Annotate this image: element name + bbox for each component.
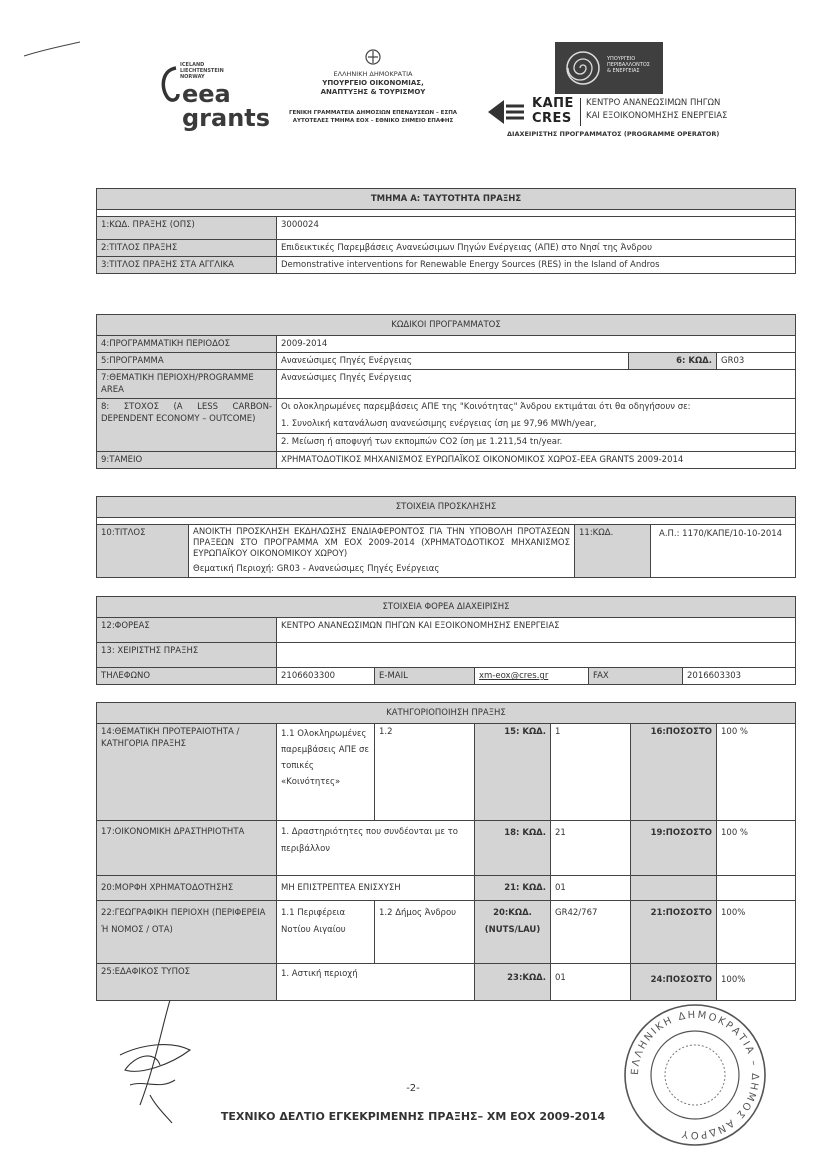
value-priority-pct: 100 % xyxy=(721,727,749,737)
value-period: 2009-2014 xyxy=(281,339,328,349)
kape-wind-icon xyxy=(484,96,526,128)
classification-section xyxy=(96,702,796,1001)
municipality-stamp xyxy=(610,990,780,1160)
label-territorial-code: 23:ΚΩΔ. xyxy=(475,964,551,1000)
value-call-title-cell xyxy=(189,525,575,577)
label-territorial-pct: 24:ΠΟΣΟΣΤΟ xyxy=(631,964,717,1000)
label-priority-pct: 16:ΠΟΣΟΣΤΟ xyxy=(631,724,717,820)
row-geography xyxy=(97,900,795,963)
value-email-cell xyxy=(475,668,589,684)
row-call xyxy=(97,525,795,577)
value-programme-code: GR03 xyxy=(721,356,745,366)
value-call-title: ΑΝΟΙΚΤΗ ΠΡΟΣΚΛΗΣΗ ΕΚΔΗΛΩΣΗΣ ΕΝΔΙΑΦΕΡΟΝΤΟΣ ΓΙΑ ΤΗΝ ΥΠΟΒΟΛΗ ΠΡΟΤΑΣΕΩΝ ΠΡΑΞΕΩΝ ΣΤΟ ΠΡΟΓΡΑΜΜΑ ΧΜ ΕΟΧ 2009-2014 (ΧΡΗΜΑΤΟΔΟΤΙΚΟΣ ΜΗΧΑΝΙΣΜΟΣ ΕΥΡΩΠΑΪΚΟΥ ΟΙΚΟΝΟΜΙΚΟΥ ΧΩΡΟΥ) xyxy=(193,527,570,559)
ministry-subline: ΑΥΤΟΤΕΛΕΣ ΤΜΗΜΑ ΕΟΧ – ΕΘΝΙΚΟ ΣΗΜΕΙΟ ΕΠΑΦΗΣ xyxy=(292,118,454,124)
goal-line: 1. Συνολική κατανάλωση ανανεώσιμης ενέργειας ίση με 97,96 MWh/year, xyxy=(281,419,597,429)
managing-body-title: ΣΤΟΙΧΕΙΑ ΦΟΡΕΑ ΔΙΑΧΕΙΡΙΣΗΣ xyxy=(97,597,795,618)
label-economic-pct: 19:ΠΟΣΟΣΤΟ xyxy=(631,821,717,875)
value-economic: 1. Δραστηριότητες που συνδέονται με το περιβάλλον xyxy=(277,821,475,875)
label-body: 12:ΦΟΡΕΑΣ xyxy=(97,618,277,642)
value-goal xyxy=(277,399,795,451)
eea-country: NORWAY xyxy=(180,74,205,80)
eea-countries xyxy=(180,62,224,80)
value-project-title: Επιδεικτικές Παρεμβάσεις Ανανεώσιμων Πηγών Ενέργειας (ΑΠΕ) στο Νησί της Άνδρου xyxy=(281,243,653,253)
row-fund xyxy=(97,451,795,468)
empty-financing-pct xyxy=(717,876,795,900)
ministry-subline: ΓΕΝΙΚΗ ΓΡΑΜΜΑΤΕΙΑ ΔΗΜΟΣΙΩΝ ΕΠΕΝΔΥΣΕΩΝ – ΕΣΠΑ xyxy=(288,110,458,116)
eea-swirl-icon xyxy=(158,64,180,104)
value-area: Ανανεώσιμες Πηγές Ενέργειας xyxy=(281,373,412,383)
value-priority-code: 1 xyxy=(551,724,631,820)
row-project-title xyxy=(97,239,795,256)
value-fund: ΧΡΗΜΑΤΟΔΟΤΙΚΟΣ ΜΗΧΑΝΙΣΜΟΣ ΕΥΡΩΠΑΪΚΟΣ ΟΙΚΟΝΟΜΙΚΟΣ ΧΩΡΟΣ-ΕΕΑ GRANTS 2009-2014 xyxy=(281,455,684,465)
programme-operator-label: ΔΙΑΧΕΙΡΙΣΤΗΣ ΠΡΟΓΡΑΜΜΑΤΟΣ (PROGRAMME OPERATOR) xyxy=(507,130,720,138)
value-handler xyxy=(277,643,795,667)
cres-text: CRES xyxy=(532,111,572,126)
value-fax: 2016603303 xyxy=(687,671,742,681)
spiral-emblem-icon xyxy=(563,48,603,88)
label-fund: 9:ΤΑΜΕΙΟ xyxy=(97,452,277,468)
managing-body-section xyxy=(96,596,796,685)
stamp-text: ΕΛΛΗΝΙΚΗ ΔΗΜΟΚΡΑΤΙΑ – ΔΗΜΟΣ ΑΝΔΡΟΥ xyxy=(629,1009,761,1141)
label-financing: 20:ΜΟΡΦΗ ΧΡΗΜΑΤΟΔΟΤΗΣΗΣ xyxy=(97,876,277,900)
value-territorial-pct: 100% xyxy=(721,975,746,985)
spacer xyxy=(97,518,795,525)
row-project-title-en xyxy=(97,256,795,273)
value-territorial-code: 01 xyxy=(551,964,631,1000)
label-goal: 8: ΣΤΟΧΟΣ (A LESS CARBON-DEPENDENT ECONOMY – OUTCOME) xyxy=(97,399,277,451)
programme-codes-section xyxy=(96,314,796,469)
ministry-line: ΑΝΑΠΤΥΞΗΣ & ΤΟΥΡΙΣΜΟΥ xyxy=(320,88,426,96)
empty-financing-pct-label xyxy=(631,876,717,900)
goal-line: Οι ολοκληρωμένες παρεμβάσεις ΑΠΕ της "Κοινότητας" Άνδρου εκτιμάται ότι θα οδηγήσουν σε: xyxy=(281,402,691,412)
label-geography: 22:ΓΕΩΓΡΑΦΙΚΗ ΠΕΡΙΟΧΗ (ΠΕΡΙΦΕΡΕΙΑ Ή ΝΟΜΟΣ / ΟΤΑ) xyxy=(97,901,277,963)
label-priority: 14:ΘΕΜΑΤΙΚΗ ΠΡΟΤΕΡΑΙΟΤΗΤΑ / ΚΑΤΗΓΟΡΙΑ ΠΡΑΞΗΣ xyxy=(97,724,277,820)
label-economic: 17:ΟΙΚΟΝΟΜΙΚΗ ΔΡΑΣΤΗΡΙΟΤΗΤΑ xyxy=(97,821,277,875)
greek-emblem-icon xyxy=(365,48,381,66)
label-area: 7:ΘΕΜΑΤΙΚΗ ΠΕΡΙΟΧΗ/PROGRAMME AREA xyxy=(97,370,277,398)
row-contact xyxy=(97,667,795,684)
value-email: xm-eox@cres.gr xyxy=(479,671,549,681)
env-line: ΥΠΟΥΡΓΕΙΟ xyxy=(607,56,636,62)
row-period xyxy=(97,336,795,352)
label-territorial: 25:ΕΔΑΦΙΚΟΣ ΤΥΠΟΣ xyxy=(97,964,277,1000)
value-economic-code: 21 xyxy=(551,821,631,875)
programme-codes-title: ΚΩΔΙΚΟΙ ΠΡΟΓΡΑΜΜΑΤΟΣ xyxy=(97,315,795,336)
row-body xyxy=(97,618,795,642)
environment-ministry-text xyxy=(607,56,650,74)
call-details-section xyxy=(96,496,796,578)
env-line: & ΕΝΕΡΓΕΙΑΣ xyxy=(607,68,640,74)
page-number: -2- xyxy=(406,1083,420,1094)
label-fax: FAX xyxy=(589,668,683,684)
kape-full-name: ΚΑΙ ΕΞΟΙΚΟΝΟΜΗΣΗΣ ΕΝΕΡΓΕΙΑΣ xyxy=(586,111,728,121)
value-priority-b: 1.2 xyxy=(375,724,475,820)
value-call-code: Α.Π.: 1170/ΚΑΠΕ/10-10-2014 xyxy=(659,529,783,539)
label-phone: ΤΗΛΕΦΩΝΟ xyxy=(97,668,277,684)
pen-mark-scribble xyxy=(22,40,82,60)
label-project-title: 2:ΤΙΤΛΟΣ ΠΡΑΞΗΣ xyxy=(97,240,277,256)
value-phone: 2106603300 xyxy=(277,668,375,684)
label-handler: 13: ΧΕΙΡΙΣΤΗΣ ΠΡΑΞΗΣ xyxy=(97,643,277,667)
label-economic-code: 18: ΚΩΔ. xyxy=(475,821,551,875)
label-programme-code: 6: ΚΩΔ. xyxy=(629,353,717,369)
section-a-identity xyxy=(96,188,796,274)
classification-title: ΚΑΤΗΓΟΡΙΟΠΟΙΗΣΗ ΠΡΑΞΗΣ xyxy=(97,703,795,724)
row-area xyxy=(97,369,795,398)
value-body: ΚΕΝΤΡΟ ΑΝΑΝΕΩΣΙΜΩΝ ΠΗΓΩΝ ΚΑΙ ΕΞΟΙΚΟΝΟΜΗΣΗΣ ΕΝΕΡΓΕΙΑΣ xyxy=(281,621,560,631)
label-geography-code: 20:ΚΩΔ. (NUTS/LAU) xyxy=(475,901,551,963)
label-geography-pct: 21:ΠΟΣΟΣΤΟ xyxy=(631,901,717,963)
value-priority-a: 1.1 Ολοκληρωμένες παρεμβάσεις ΑΠΕ σε τοπικές «Κοινότητες» xyxy=(277,724,375,820)
value-geography-code: GR42/767 xyxy=(551,901,631,963)
row-priority xyxy=(97,724,795,820)
value-programme: Ανανεώσιμες Πηγές Ενέργειας xyxy=(277,353,629,369)
eea-country: ICELAND xyxy=(180,62,205,68)
row-financing xyxy=(97,875,795,900)
value-geography-pct: 100% xyxy=(721,908,746,918)
value-financing: ΜΗ ΕΠΙΣΤΡΕΠΤΕΑ ΕΝΙΣΧΥΣΗ xyxy=(277,876,475,900)
row-programme xyxy=(97,352,795,369)
label-financing-code: 21: ΚΩΔ. xyxy=(475,876,551,900)
ministry-line: ΥΠΟΥΡΓΕΙΟ ΟΙΚΟΝΟΜΙΑΣ, xyxy=(322,79,424,87)
kape-divider xyxy=(580,98,581,126)
kape-text: ΚΑΠΕ xyxy=(532,96,574,111)
environment-ministry-logo xyxy=(555,42,663,94)
row-economic xyxy=(97,820,795,875)
spacer xyxy=(97,210,795,217)
label-call-title: 10:ΤΙΤΛΟΣ xyxy=(97,525,189,577)
label-project-title-en: 3:ΤΙΤΛΟΣ ΠΡΑΞΗΣ ΣΤΑ ΑΓΓΛΙΚΑ xyxy=(97,257,277,273)
value-economic-pct: 100 % xyxy=(721,828,749,838)
eea-grants-logo xyxy=(158,60,271,140)
value-project-title-en: Demonstrative interventions for Renewable Energy Sources (RES) in the Island of Andros xyxy=(281,260,660,270)
label-project-code: 1:ΚΩΔ. ΠΡΑΞΗΣ (ΟΠΣ) xyxy=(97,217,277,239)
row-project-code xyxy=(97,217,795,239)
label-call-code: 11:ΚΩΔ. xyxy=(575,525,651,577)
grants-word: grants xyxy=(182,104,271,132)
eea-country: LIECHTENSTEIN xyxy=(180,68,224,74)
goal-line: 2. Μείωση ή αποφυγή των εκπομπών CO2 ίση με 1.211,54 tn/year. xyxy=(277,433,795,451)
ministry-logo-block xyxy=(268,48,478,125)
eea-word: eea xyxy=(182,80,231,108)
value-financing-code: 01 xyxy=(551,876,631,900)
label-programme: 5:ΠΡΟΓΡΑΜΜΑ xyxy=(97,353,277,369)
value-geography-b: 1.2 Δήμος Άνδρου xyxy=(375,901,475,963)
row-goal xyxy=(97,398,795,451)
label-email: E-MAIL xyxy=(375,668,475,684)
document-footer: ΤΕΧΝΙΚΟ ΔΕΛΤΙΟ ΕΓΚΕΚΡΙΜΕΝΗΣ ΠΡΑΞΗΣ– ΧΜ ΕΟΧ 2009-2014 xyxy=(220,1110,606,1123)
label-period: 4:ΠΡΟΓΡΑΜΜΑΤΙΚΗ ΠΕΡΙΟΔΟΣ xyxy=(97,336,277,352)
ministry-line: ΕΛΛΗΝΙΚΗ ΔΗΜΟΚΡΑΤΙΑ xyxy=(333,70,413,78)
value-call-area: Θεματική Περιοχή: GR03 - Ανανεώσιμες Πηγές Ενέργειας xyxy=(193,564,440,574)
kape-full-name: ΚΕΝΤΡΟ ΑΝΑΝΕΩΣΙΜΩΝ ΠΗΓΩΝ xyxy=(586,98,721,108)
value-project-code: 3000024 xyxy=(281,220,319,230)
call-details-title: ΣΤΟΙΧΕΙΑ ΠΡΟΣΚΛΗΣΗΣ xyxy=(97,497,795,518)
value-geography-a: 1.1 Περιφέρεια Νοτίου Αιγαίου xyxy=(277,901,375,963)
env-line: ΠΕΡΙΒΑΛΛΟΝΤΟΣ xyxy=(607,62,650,68)
handwritten-signature xyxy=(100,995,210,1125)
value-territorial: 1. Αστική περιοχή xyxy=(277,964,475,1000)
section-a-title: ΤΜΗΜΑ Α: ΤΑΥΤΟΤΗΤΑ ΠΡΑΞΗΣ xyxy=(97,189,795,210)
label-priority-code: 15: ΚΩΔ. xyxy=(475,724,551,820)
row-handler xyxy=(97,642,795,667)
